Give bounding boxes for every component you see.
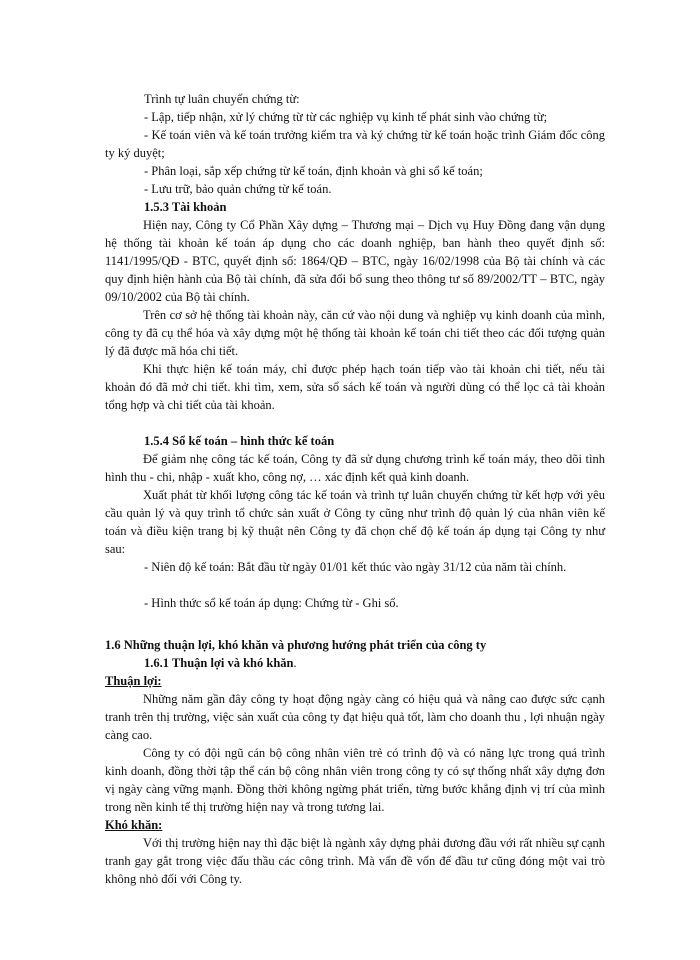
section-heading-1-6: 1.6 Những thuận lợi, khó khăn và phương hướng phát triển của công ty xyxy=(105,638,487,652)
accounts-paragraph-1: Hiện nay, Công ty Cổ Phần Xây dựng – Thương mại – Dịch vụ Huy Đồng đang vận dụng hệ thống tài khoản kế toán áp dụng cho các doanh nghiệp, ban hành theo quyết định số: 1141/1995/QĐ - BTC, quyết định số: 1864/QĐ – BTC, ngày 16/02/1998 của Bộ tài chính và các quy định hiện hành của Bộ tài chính, đã sửa đổi bổ sung theo thông tư số 89/2002/TT – BTC, ngày 09/10/2002 của Bộ tài chính. xyxy=(105,218,605,304)
books-item: - Niên độ kế toán: Bắt đầu từ ngày 01/01 kết thúc vào ngày 31/12 của năm tài chính. xyxy=(144,560,567,574)
circulation-step: - Kế toán viên và kế toán trưởng kiểm tra và ký chứng từ kế toán hoặc trình Giám đốc công ty ký duyệt; xyxy=(105,128,605,160)
advantages-label: Thuận lợi: xyxy=(105,674,162,688)
section-heading-1-5-3: 1.5.3 Tài khoản xyxy=(144,200,227,214)
section-heading-1-5-4: 1.5.4 Sổ kế toán – hình thức kế toán xyxy=(144,434,335,448)
subheading-text: 1.6.1 Thuận lợi và khó khăn xyxy=(144,656,294,670)
accounts-paragraph-2: Trên cơ sở hệ thống tài khoản này, căn cứ vào nội dung và nghiệp vụ kinh doanh của mình, công ty đã cụ thể hóa và xây dựng một hệ thống tài khoản kế toán chi tiết theo các đối tượng quản lý đã được mã hóa chi tiết. xyxy=(105,308,605,358)
advantages-paragraph-1: Những năm gần đây công ty hoạt động ngày càng có hiệu quả và nâng cao được sức cạnh tranh trên thị trường, việc sản xuất của công ty đạt hiệu quả tốt, làm cho doanh thu , lợi nhuận ngày càng cao. xyxy=(105,692,605,742)
difficulties-paragraph-1: Với thị trường hiện nay thì đặc biệt là ngành xây dựng phải đương đầu với rất nhiều sự cạnh tranh gay gắt trong việc đấu thầu các công trình. Mà vấn đề vốn để đầu tư cũng đóng một vai trò không nhỏ đối với Công ty. xyxy=(105,836,605,886)
difficulties-label: Khó khăn: xyxy=(105,818,163,832)
books-paragraph-1: Để giảm nhẹ công tác kế toán, Công ty đã sử dụng chương trình kế toán máy, theo dõi tình hình thu - chi, nhập - xuất kho, công nợ, … xác định kết quả kinh doanh. xyxy=(105,452,605,484)
circulation-intro: Trình tự luân chuyển chứng từ: xyxy=(144,92,300,106)
advantages-paragraph-2: Công ty có đội ngũ cán bộ công nhân viên trẻ có trình độ và có năng lực trong quá trình kinh doanh, đồng thời tập thể cán bộ công nhân viên trong công ty có sự thống nhất xây dựng đơn vị ngày càng vững mạnh. Đồng thời không ngừng phát triển, từng bước khẳng định vị trí của mình trong nền kinh tế thị trường hiện nay và trong tương lai. xyxy=(105,746,605,814)
subheading-period: . xyxy=(293,656,297,670)
circulation-step: - Phân loại, sắp xếp chứng từ kế toán, định khoản và ghi sổ kế toán; xyxy=(144,164,483,178)
circulation-step: - Lập, tiếp nhận, xử lý chứng từ từ các nghiệp vụ kinh tế phát sinh vào chứng từ; xyxy=(144,110,548,124)
accounts-paragraph-3: Khi thực hiện kế toán máy, chỉ được phép hạch toán tiếp vào tài khoản chi tiết, nếu tài khoản đó đã mở chi tiết. khi tìm, xem, sửa sổ sách kế toán và người dùng có thể lọc cả tài khoản tổng hợp và chi tiết của tài khoản. xyxy=(105,362,605,412)
section-heading-1-6-1 xyxy=(144,654,297,672)
circulation-step: - Lưu trữ, bảo quản chứng từ kế toán. xyxy=(144,182,332,196)
books-item: - Hình thức sổ kế toán áp dụng: Chứng từ - Ghi sổ. xyxy=(144,596,399,610)
books-paragraph-2: Xuất phát từ khối lượng công tác kế toán và trình tự luân chuyển chứng từ kết hợp với yêu cầu quản lý và quy trình tổ chức sản xuất ở Công ty cũng như trình độ quản lý của nhân viên kế toán và điều kiện trang bị kỹ thuật nên Công ty đã chọn chế độ kế toán áp dụng tại Công ty như sau: xyxy=(105,488,605,556)
